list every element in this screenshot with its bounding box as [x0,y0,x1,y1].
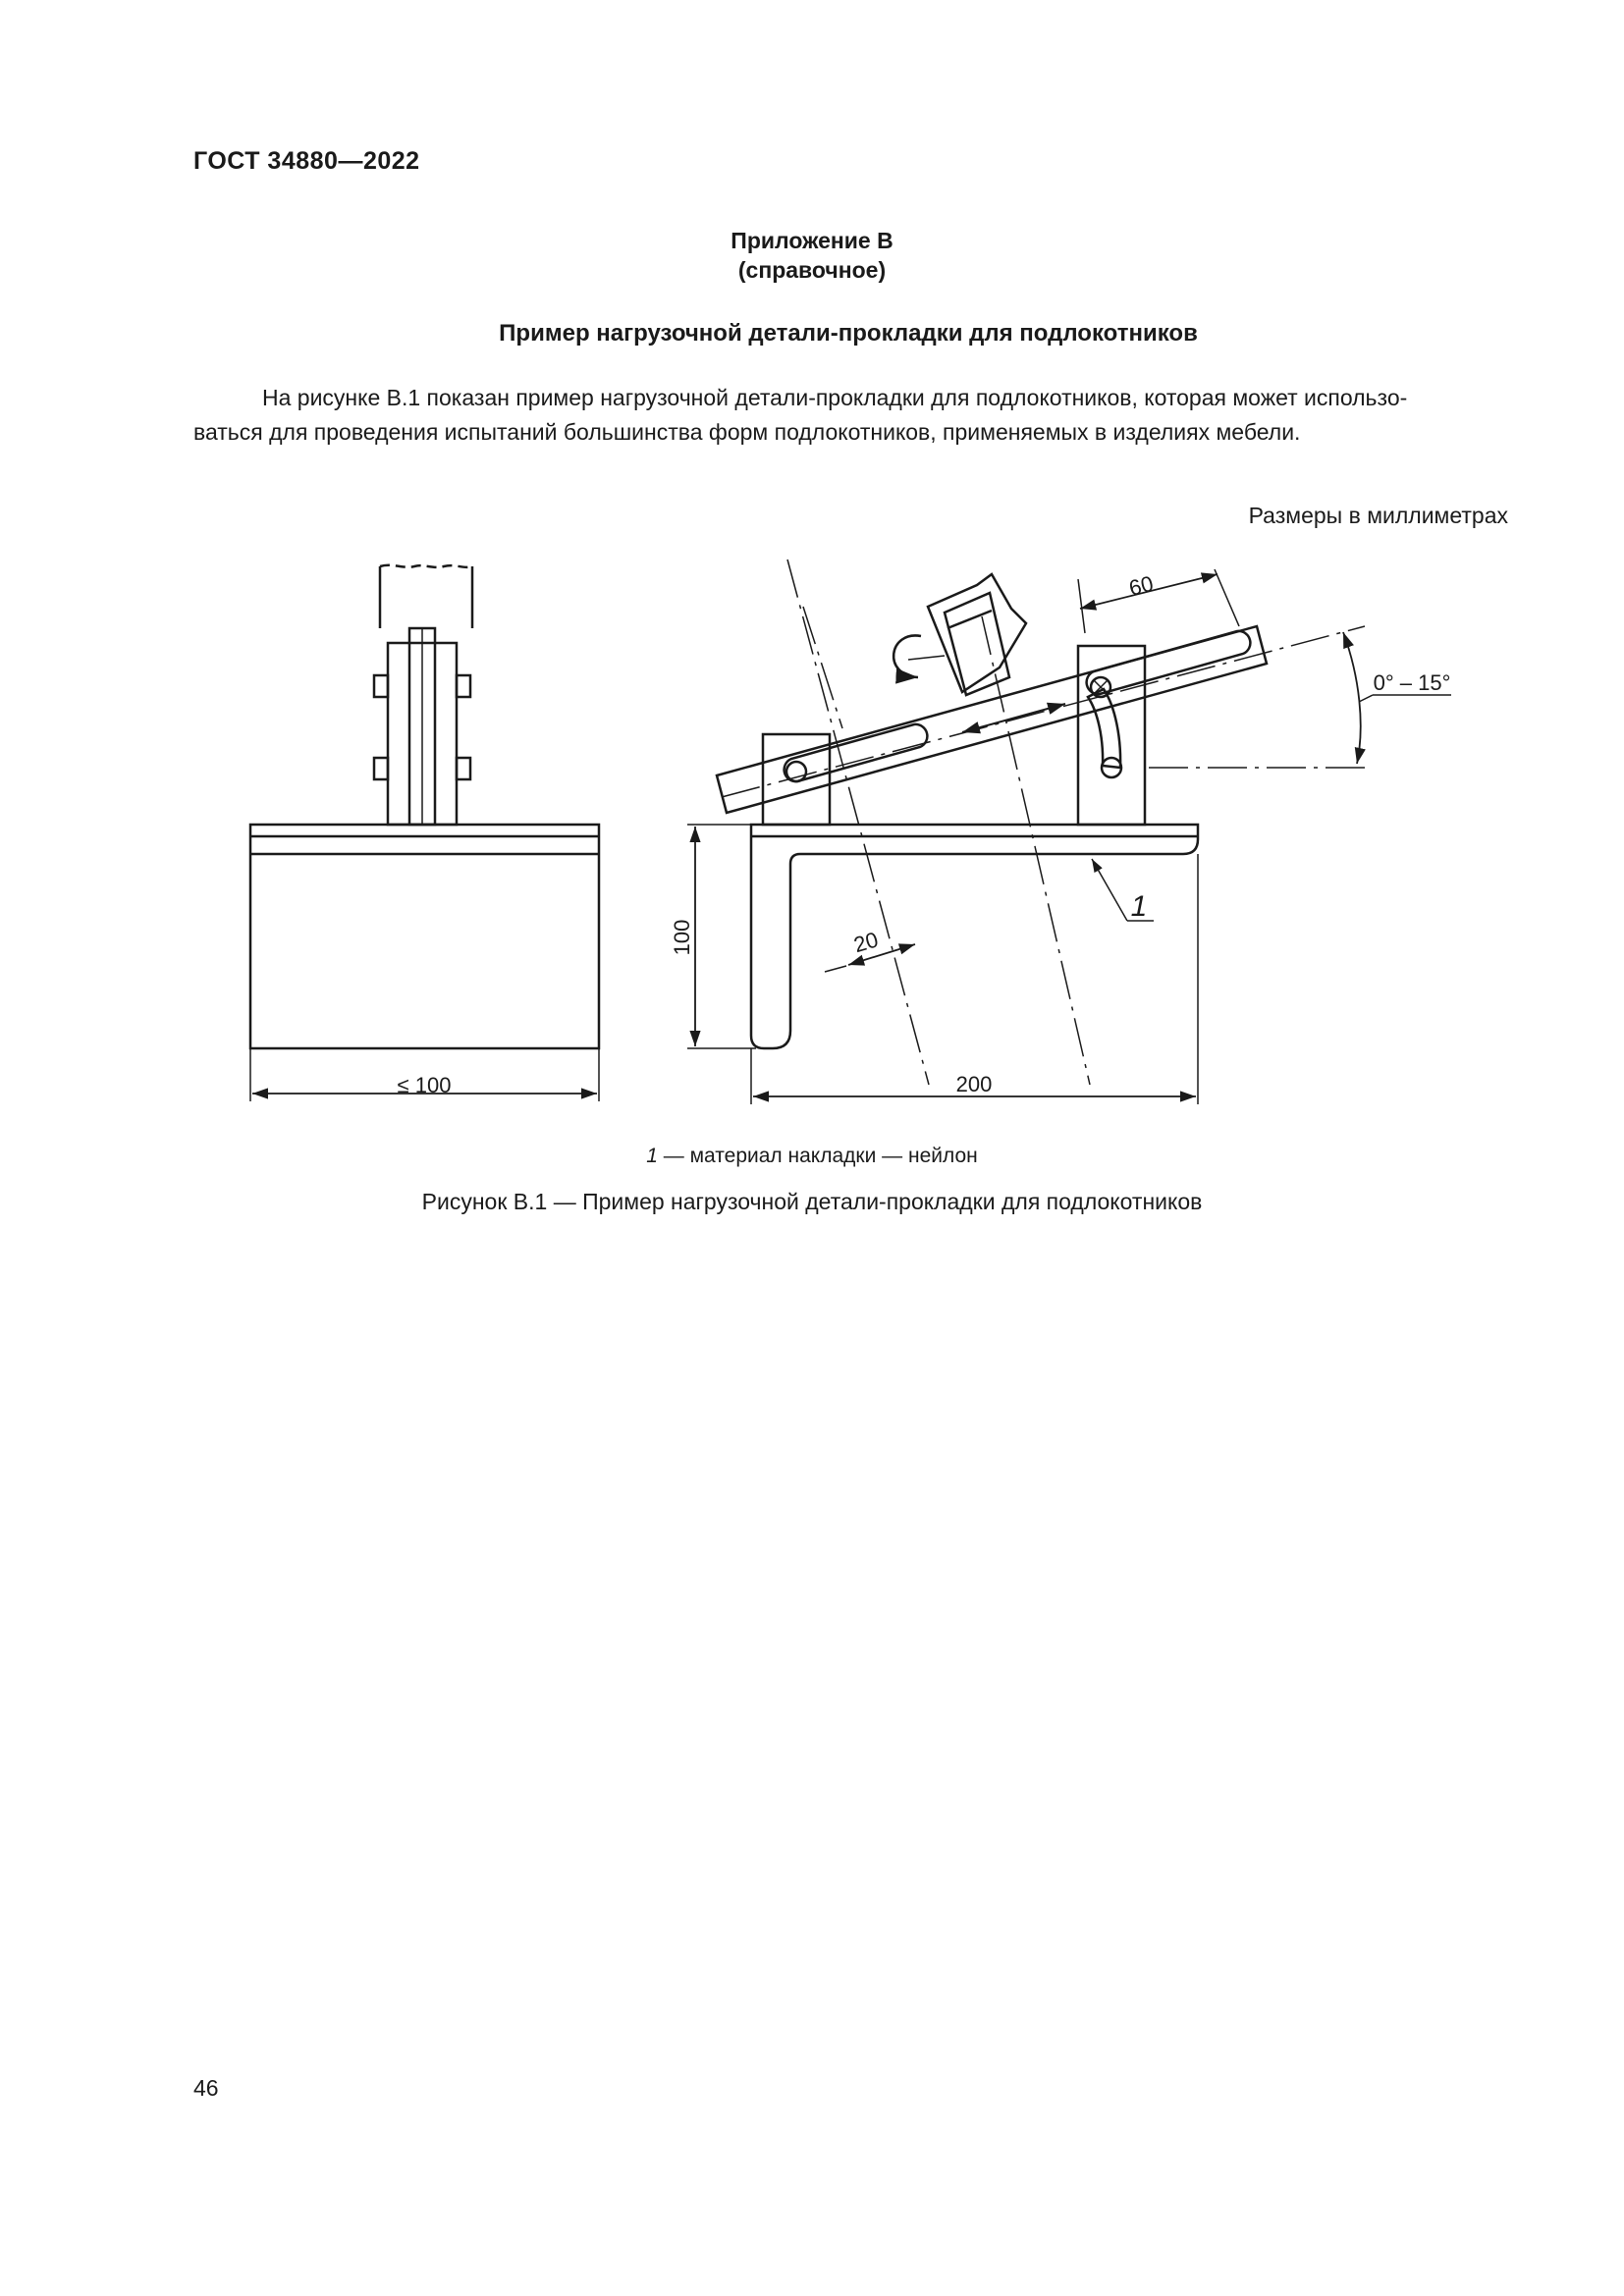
legend-text: — материал накладки — нейлон [657,1145,978,1167]
load-fork-line [947,611,992,628]
dim-width-left-label: ≤ 100 [397,1073,452,1097]
base-profile [751,825,1198,1048]
section-heading: Пример нагрузочной детали-прокладки для подлокотников [499,320,1198,347]
rotation-arrow [893,635,921,677]
centerline-2 [803,607,842,728]
figure-legend [0,1145,1624,1168]
document-code: ГОСТ 34880—2022 [193,147,420,175]
break-line-top [380,565,472,567]
dim-offset-ext [825,966,846,972]
front-view [687,560,1451,1104]
bolt-head-lower-right [457,758,470,779]
callout-number: 1 [1130,890,1148,923]
centerline-1 [787,560,929,1085]
angle-leader [1359,695,1373,702]
side-view-break-lines [380,566,472,628]
pad-block-side [250,825,599,1048]
bolt-head-upper-left [374,675,388,697]
motion-arrow [962,704,1065,732]
callout-leader [1092,859,1127,921]
annex-title: Приложение В [731,228,893,253]
ext-line-60-left [1078,579,1085,633]
load-fork [928,574,1026,692]
bolt-head-upper-right [457,675,470,697]
pivot-left [786,762,806,781]
paragraph-line: На рисунке В.1 показан пример нагрузочной детали-прокладки для подлокотников, которая может использо- [262,385,1408,410]
figure-caption: Рисунок В.1 — Пример нагрузочной детали-прокладки для подлокотников [421,1189,1203,1214]
page-number: 46 [193,2075,219,2101]
dim-height-label: 100 [670,919,694,956]
ext-line-60-right [1215,569,1239,626]
dim-slot-label: 60 [1126,570,1157,601]
dim-angle-label: 0° – 15° [1373,670,1451,695]
pivot-cross [1094,680,1108,694]
units-note: Размеры в миллиметрах [1248,503,1508,528]
annex-subtitle: (справочное) [737,257,887,283]
rotation-axis [908,656,945,660]
load-fork-inner [945,593,1009,695]
curved-slot [1088,689,1120,768]
dim-angle-arc [1343,632,1361,764]
dim-width-label: 200 [955,1072,993,1096]
bolt-head-lower-left [374,758,388,779]
legend-number: 1 [646,1145,658,1167]
side-view [250,565,599,1101]
angled-bar [717,626,1267,813]
paragraph-line: ваться для проведения испытаний большинства форм подлокотников, применяемых в изделиях мебели. [193,419,1301,445]
dim-offset-label: 20 [850,927,882,958]
